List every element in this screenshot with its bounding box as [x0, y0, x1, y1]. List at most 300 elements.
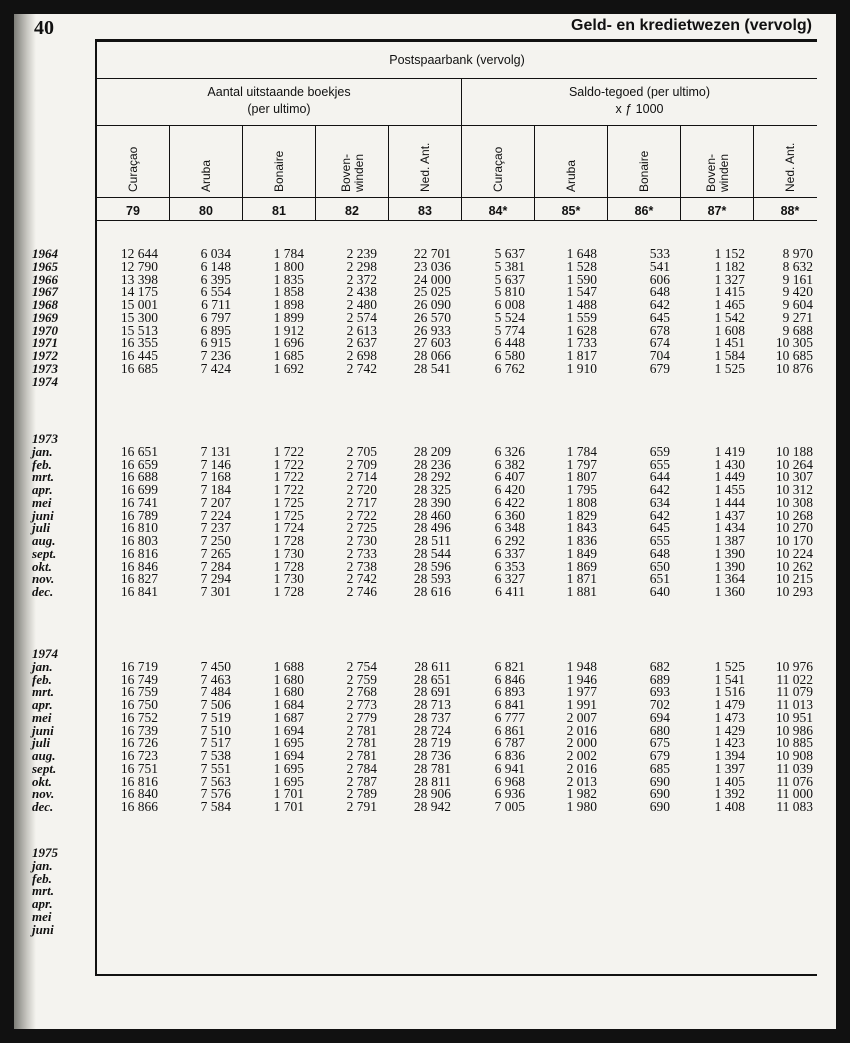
table-cell: 1 807 — [566, 469, 597, 485]
table-cell: 6 292 — [494, 533, 525, 548]
table-cell: 28 942 — [413, 799, 451, 814]
running-header: Geld- en kredietwezen (vervolg) — [571, 17, 812, 34]
table-cell: 2 722 — [346, 507, 377, 523]
table-cell: 26 933 — [413, 322, 451, 338]
table-cell: 1 784 — [566, 443, 597, 459]
table-cell: 16 866 — [120, 799, 158, 814]
table-cell: 28 906 — [413, 786, 451, 802]
table-cell: 26 570 — [413, 309, 451, 325]
table-cell: 16 841 — [120, 584, 158, 599]
table-cell: 1 680 — [273, 684, 304, 700]
table-cell: 12 790 — [120, 258, 158, 274]
table-cell: 6 941 — [494, 760, 525, 776]
table-cell: 1 392 — [714, 786, 745, 802]
table-cell: 28 781 — [413, 760, 451, 776]
table-cell: 1 881 — [566, 584, 597, 599]
table-cell: 1 701 — [273, 799, 304, 814]
table-cell: 2 738 — [346, 558, 377, 574]
table-cell: 2 016 — [566, 722, 597, 738]
table-cell: 7 146 — [200, 456, 231, 472]
table-cell: 16 749 — [120, 671, 158, 687]
table-cell: 28 724 — [413, 722, 451, 738]
row-label: okt. — [32, 773, 52, 789]
column-header-label: Boven- — [338, 153, 353, 192]
table-cell: 28 713 — [413, 697, 451, 712]
table-cell: 16 827 — [120, 571, 158, 587]
table-cell: 2 372 — [346, 271, 377, 287]
table-cell: 6 407 — [494, 469, 525, 485]
table-cell: 541 — [649, 258, 670, 274]
table-cell: 2 717 — [346, 494, 377, 510]
bottom-rule — [96, 974, 817, 976]
table-cell: 28 596 — [413, 558, 451, 574]
table-cell: 1 360 — [714, 584, 745, 599]
table-cell: 2 742 — [346, 360, 377, 376]
table-cell: 16 751 — [120, 760, 158, 776]
table-cell: 13 398 — [120, 271, 158, 287]
table-cell: 10 264 — [775, 456, 813, 472]
row-label: jan. — [32, 658, 53, 674]
table-cell: 10 268 — [775, 507, 813, 523]
table-cell: 28 460 — [413, 507, 451, 523]
table-cell: 2 781 — [346, 748, 377, 763]
table-cell: 1 465 — [714, 297, 745, 312]
table-cell: 1 608 — [714, 322, 745, 338]
column-header-label: Curaçao — [491, 146, 505, 192]
table-cell: 690 — [649, 773, 670, 789]
table-cell: 5 637 — [494, 271, 525, 287]
table-cell: 1 695 — [273, 760, 304, 776]
table-cell: 2 781 — [346, 735, 377, 751]
table-cell: 26 090 — [413, 297, 451, 312]
table-cell: 679 — [649, 748, 670, 763]
table-cell: 690 — [649, 786, 670, 802]
table-cell: 6 787 — [494, 735, 525, 751]
table-cell: 6 777 — [494, 709, 525, 725]
table-cell: 1 390 — [714, 545, 745, 561]
table-cell: 1 451 — [714, 335, 745, 351]
group-caption-saldo: Saldo-tegoed (per ultimo) x ƒ 1000 — [568, 85, 711, 116]
table-cell: 7 551 — [200, 760, 231, 776]
row-label: apr. — [32, 896, 53, 911]
table-cell: 6 893 — [494, 684, 525, 700]
group-caption-boekjes: Aantal uitstaande boekjes (per ultimo) — [207, 85, 351, 116]
table-cell: 1 797 — [566, 456, 597, 472]
row-label: mrt. — [32, 469, 55, 485]
table-cell: 16 739 — [120, 722, 158, 738]
table-cell: 2 000 — [566, 735, 597, 751]
table-cell: 9 688 — [782, 322, 813, 338]
table-cell: 2 298 — [346, 258, 377, 274]
table-cell: 693 — [649, 684, 670, 700]
table-cell: 16 752 — [120, 709, 158, 725]
table-cell: 1 680 — [273, 671, 304, 687]
table-cell: 1 152 — [714, 246, 745, 261]
table-cell: 16 810 — [120, 520, 158, 536]
table-cell: 642 — [649, 482, 670, 497]
table-cell: 1 784 — [273, 246, 304, 261]
table-cell: 1 695 — [273, 773, 304, 789]
table-cell: 7 484 — [200, 684, 231, 700]
table-cell: 10 308 — [775, 494, 813, 510]
table-cell: 8 970 — [782, 246, 813, 261]
column-header-label: Aruba — [199, 159, 213, 192]
table-cell: 1 405 — [714, 773, 745, 789]
table-cell: 10 188 — [775, 443, 813, 459]
table-cell: 28 325 — [413, 482, 451, 497]
section-year-heading: 1974 — [32, 646, 58, 661]
column-number: 85* — [561, 204, 581, 218]
table-cell: 1 808 — [566, 494, 597, 510]
page-number: 40 — [34, 17, 54, 39]
table-cell: 704 — [649, 348, 670, 363]
table-cell: 1 444 — [714, 494, 745, 510]
table-cell: 1 694 — [273, 722, 304, 738]
row-label: juni — [32, 921, 54, 937]
table-cell: 1 419 — [714, 443, 745, 459]
table-cell: 2 725 — [346, 520, 377, 536]
top-rule — [96, 39, 817, 42]
table-cell: 1 390 — [714, 558, 745, 574]
row-label: juni — [32, 507, 54, 523]
table-cell: 7 284 — [200, 558, 231, 574]
table-cell: 10 215 — [775, 571, 813, 587]
row-label: 1968 — [32, 297, 58, 312]
table-cell: 2 754 — [346, 658, 377, 674]
table-cell: 2 779 — [346, 709, 377, 725]
table-cell: 6 968 — [494, 773, 525, 789]
table-cell: 6 148 — [200, 258, 231, 274]
table-page — [14, 14, 836, 1029]
table-cell: 1 991 — [566, 697, 597, 712]
table-cell: 6 915 — [200, 335, 231, 351]
table-cell: 1 701 — [273, 786, 304, 802]
table-cell: 1 628 — [566, 322, 597, 338]
table-cell: 5 810 — [494, 284, 525, 300]
row-label: 1971 — [32, 335, 58, 351]
table-cell: 11 013 — [776, 697, 813, 712]
table-cell: 674 — [649, 335, 670, 351]
row-label: 1973 — [32, 360, 58, 376]
column-number: 82 — [345, 204, 359, 218]
row-label: feb. — [32, 870, 52, 886]
column-number: 84* — [488, 204, 508, 218]
row-label: 1974 — [32, 373, 58, 389]
table-cell: 2 637 — [346, 335, 377, 351]
table-cell: 2 002 — [566, 748, 597, 763]
row-label: sept. — [32, 545, 57, 561]
table-cell: 1 590 — [566, 271, 597, 287]
table-cell: 645 — [649, 520, 670, 536]
table-cell: 1 327 — [714, 271, 745, 287]
row-label: mei — [32, 709, 52, 725]
table-cell: 2 709 — [346, 456, 377, 472]
table-cell: 16 726 — [120, 735, 158, 751]
table-cell: 28 292 — [413, 469, 451, 485]
table-cell: 1 423 — [714, 735, 745, 751]
table-cell: 28 209 — [413, 443, 451, 459]
row-label: mei — [32, 494, 52, 510]
table-cell: 6 034 — [200, 246, 231, 261]
table-cell: 645 — [649, 309, 670, 325]
table-cell: 1 559 — [566, 309, 597, 325]
table-cell: 1 835 — [273, 271, 304, 287]
table-cell: 7 510 — [200, 722, 231, 738]
table-cell: 644 — [649, 469, 670, 485]
table-cell: 7 584 — [200, 799, 231, 814]
table-cell: 1 429 — [714, 722, 745, 738]
table-cell: 10 293 — [775, 584, 813, 599]
table-cell: 1 948 — [566, 658, 597, 674]
table-cell: 7 005 — [494, 799, 525, 814]
table-cell: 16 355 — [120, 335, 158, 351]
table-cell: 28 496 — [413, 520, 451, 536]
row-label: jan. — [32, 443, 53, 459]
table-cell: 694 — [649, 709, 670, 725]
table-cell: 7 463 — [200, 671, 231, 687]
table-cell: 1 725 — [273, 494, 304, 510]
table-cell: 16 750 — [120, 697, 158, 712]
table-cell: 10 312 — [775, 482, 813, 497]
table-cell: 2 781 — [346, 722, 377, 738]
table-cell: 10 307 — [775, 469, 813, 485]
table-cell: 1 795 — [566, 482, 597, 497]
table-cell: 2 784 — [346, 760, 377, 776]
table-cell: 1 528 — [566, 258, 597, 274]
table-cell: 2 746 — [346, 584, 377, 599]
row-label: 1966 — [32, 271, 58, 287]
table-cell: 6 846 — [494, 671, 525, 687]
row-label: 1970 — [32, 322, 58, 338]
row-label: nov. — [32, 786, 55, 802]
table-cell: 6 327 — [494, 571, 525, 587]
table-cell: 9 271 — [782, 309, 813, 325]
column-number: 81 — [272, 204, 286, 218]
table-cell: 28 691 — [413, 684, 451, 700]
table-cell: 28 651 — [413, 671, 451, 687]
table-cell: 10 224 — [775, 545, 813, 561]
table-cell: 6 836 — [494, 748, 525, 763]
table-cell: 1 648 — [566, 246, 597, 261]
row-label: mrt. — [32, 684, 55, 700]
table-cell: 1 387 — [714, 533, 745, 548]
table-cell: 6 895 — [200, 322, 231, 338]
column-number: 83 — [418, 204, 432, 218]
table-cell: 1 982 — [566, 786, 597, 802]
table-cell: 10 976 — [775, 658, 813, 674]
table-cell: 1 434 — [714, 520, 745, 536]
table-cell: 16 759 — [120, 684, 158, 700]
table-cell: 5 774 — [494, 322, 525, 338]
table-cell: 680 — [649, 722, 670, 738]
table-cell: 6 422 — [494, 494, 525, 510]
table-cell: 1 843 — [566, 520, 597, 536]
table-cell: 10 876 — [775, 360, 813, 376]
table-cell: 15 300 — [120, 309, 158, 325]
table-cell: 1 899 — [273, 309, 304, 325]
table-cell: 6 762 — [494, 360, 525, 376]
table-cell: 7 563 — [200, 773, 231, 789]
table-cell: 6 936 — [494, 786, 525, 802]
table-cell: 1 722 — [273, 443, 304, 459]
table-cell: 28 736 — [413, 748, 451, 763]
table-cell: 1 688 — [273, 658, 304, 674]
table-cell: 22 701 — [413, 246, 451, 261]
table-cell: 16 816 — [120, 773, 158, 789]
table-cell: 1 871 — [566, 571, 597, 587]
table-cell: 7 184 — [200, 482, 231, 497]
column-header-label: Aruba — [564, 159, 578, 192]
table-cell: 6 711 — [201, 297, 231, 312]
table-cell: 28 541 — [413, 360, 451, 376]
rule-above-col-numbers — [96, 197, 817, 198]
table-cell: 7 424 — [200, 360, 231, 376]
table-cell: 11 039 — [776, 760, 813, 776]
table-cell: 6 448 — [494, 335, 525, 351]
table-cell: 7 131 — [200, 443, 231, 459]
table-cell: 1 437 — [714, 507, 745, 523]
column-number: 88* — [780, 204, 800, 218]
table-cell: 1 980 — [566, 799, 597, 814]
table-cell: 16 723 — [120, 748, 158, 763]
table-cell: 1 724 — [273, 520, 304, 536]
table-cell: 7 519 — [200, 709, 231, 725]
row-label: apr. — [32, 482, 53, 497]
table-cell: 1 722 — [273, 469, 304, 485]
table-cell: 6 554 — [200, 284, 231, 300]
column-header-label: winden — [351, 153, 366, 192]
table-cell: 16 445 — [120, 348, 158, 363]
table-cell: 1 692 — [273, 360, 304, 376]
table-cell: 1 722 — [273, 482, 304, 497]
table-cell: 690 — [649, 799, 670, 814]
table-cell: 2 730 — [346, 533, 377, 548]
column-header-label: Boven- — [703, 153, 718, 192]
table-cell: 6 382 — [494, 456, 525, 472]
table-cell: 11 079 — [776, 684, 813, 700]
table-cell: 1 488 — [566, 297, 597, 312]
table-cell: 6 861 — [494, 722, 525, 738]
table-cell: 1 525 — [714, 658, 745, 674]
table-cell: 16 699 — [120, 482, 158, 497]
table-cell: 2 705 — [346, 443, 377, 459]
table-cell: 1 415 — [714, 284, 745, 300]
table-cell: 1 730 — [273, 545, 304, 561]
row-label: 1967 — [32, 284, 58, 300]
table-cell: 1 408 — [714, 799, 745, 814]
table-cell: 1 694 — [273, 748, 304, 763]
table-cell: 2 768 — [346, 684, 377, 700]
table-cell: 15 513 — [120, 322, 158, 338]
table-cell: 1 479 — [714, 697, 745, 712]
table-cell: 7 576 — [200, 786, 231, 802]
table-cell: 2 016 — [566, 760, 597, 776]
table-cell: 16 719 — [120, 658, 158, 674]
table-cell: 2 013 — [566, 773, 597, 789]
table-cell: 25 025 — [413, 284, 451, 300]
table-cell: 1 449 — [714, 469, 745, 485]
table-cell: 675 — [649, 735, 670, 751]
table-cell: 1 455 — [714, 482, 745, 497]
table-cell: 10 262 — [775, 558, 813, 574]
table-cell: 28 611 — [414, 658, 451, 674]
table-cell: 648 — [649, 284, 670, 300]
table-cell: 7 301 — [200, 584, 231, 599]
row-label: feb. — [32, 671, 52, 687]
table-cell: 2 239 — [346, 246, 377, 261]
table-cell: 7 168 — [200, 469, 231, 485]
table-cell: 1 910 — [566, 360, 597, 376]
table-cell: 7 237 — [200, 520, 231, 536]
row-label: nov. — [32, 571, 55, 587]
table-cell: 1 817 — [566, 348, 597, 363]
table-cell: 28 511 — [414, 533, 451, 548]
table-cell: 6 008 — [494, 297, 525, 312]
table-cell: 6 395 — [200, 271, 231, 287]
column-number: 80 — [199, 204, 213, 218]
table-cell: 1 849 — [566, 545, 597, 561]
table-cell: 16 651 — [120, 443, 158, 459]
table-cell: 16 741 — [120, 494, 158, 510]
table-cell: 6 353 — [494, 558, 525, 574]
table-cell: 1 695 — [273, 735, 304, 751]
table-cell: 642 — [649, 507, 670, 523]
table-cell: 16 789 — [120, 507, 158, 523]
table-cell: 6 420 — [494, 482, 525, 497]
column-number: 79 — [126, 204, 140, 218]
table-cell: 1 684 — [273, 697, 304, 712]
row-label: aug. — [32, 748, 56, 763]
table-cell: 8 632 — [782, 258, 813, 274]
table-cell: 10 885 — [775, 735, 813, 751]
table-cell: 2 789 — [346, 786, 377, 802]
table-cell: 27 603 — [413, 335, 451, 351]
table-cell: 648 — [649, 545, 670, 561]
table-title: Postspaarbank (vervolg) — [389, 53, 525, 67]
table-cell: 7 207 — [200, 494, 231, 510]
table-cell: 655 — [649, 533, 670, 548]
row-label: sept. — [32, 760, 57, 776]
rule-under-title — [96, 78, 817, 79]
table-cell: 28 066 — [413, 348, 451, 363]
table-cell: 533 — [649, 246, 670, 261]
rule-under-group-captions — [96, 125, 817, 126]
table-cell: 1 542 — [714, 309, 745, 325]
table-cell: 1 584 — [714, 348, 745, 363]
row-label: aug. — [32, 533, 56, 548]
table-cell: 1 728 — [273, 584, 304, 599]
table-cell: 655 — [649, 456, 670, 472]
table-cell: 6 337 — [494, 545, 525, 561]
table-cell: 10 305 — [775, 335, 813, 351]
table-cell: 1 912 — [273, 322, 304, 338]
table-cell: 28 737 — [413, 709, 451, 725]
table-cell: 7 506 — [200, 697, 231, 712]
row-label: 1965 — [32, 258, 58, 274]
table-cell: 12 644 — [120, 246, 158, 261]
row-label: dec. — [32, 584, 54, 599]
table-cell: 28 593 — [413, 571, 451, 587]
table-cell: 1 687 — [273, 709, 304, 725]
table-cell: 1 977 — [566, 684, 597, 700]
table-cell: 1 869 — [566, 558, 597, 574]
table-cell: 1 898 — [273, 297, 304, 312]
table-cell: 1 725 — [273, 507, 304, 523]
table-cell: 2 733 — [346, 545, 377, 561]
table-cell: 2 787 — [346, 773, 377, 789]
row-label: juli — [32, 520, 51, 536]
table-cell: 1 728 — [273, 558, 304, 574]
